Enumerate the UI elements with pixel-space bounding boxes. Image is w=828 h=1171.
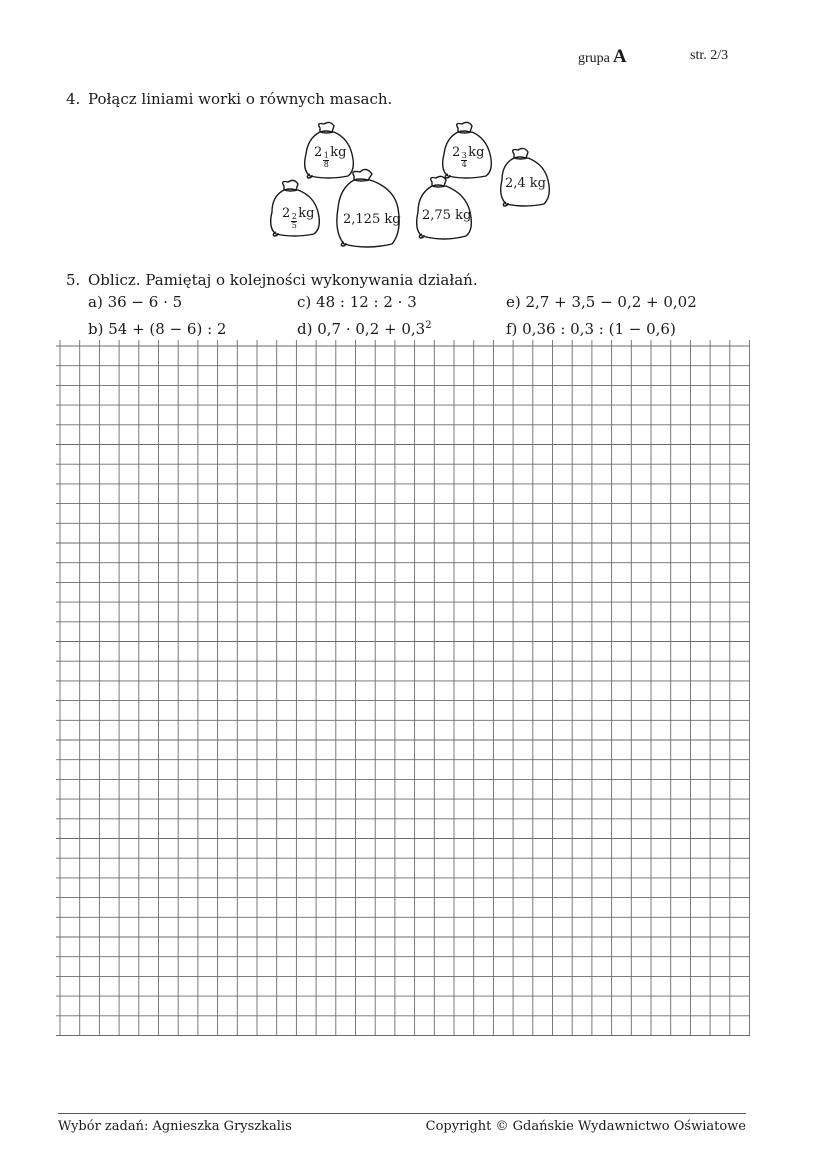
- group-indicator: [578, 46, 627, 68]
- page-number: str. 2/3: [690, 48, 729, 63]
- footer-copyright: Copyright © Gdańskie Wydawnictwo Oświatowe: [425, 1119, 746, 1134]
- group-letter: A: [612, 46, 627, 67]
- footer-author: Wybór zadań: Agnieszka Gryszkalis: [58, 1119, 292, 1134]
- bag-6-label: 2,75 kg: [422, 208, 472, 223]
- problem-a: a) 36 − 6 · 5: [88, 293, 183, 311]
- bag-4-label: 2 $\frac{2}{5}$ kg: [282, 206, 315, 230]
- bag-1-label: 2 $\frac{1}{8}$ kg: [314, 145, 347, 169]
- bag-5: [337, 169, 399, 247]
- task-4-number: 4.: [66, 90, 81, 108]
- problem-c: c) 48 : 12 : 2 · 3: [297, 293, 417, 311]
- bag-5-label: 2,125 kg: [343, 212, 401, 227]
- bag-3-label: 2,4 kg: [505, 176, 547, 191]
- problem-b: b) 54 + (8 − 6) : 2: [88, 320, 227, 338]
- problem-f: f) 0,36 : 0,3 : (1 − 0,6): [506, 320, 676, 338]
- task-4-text: Połącz liniami worki o równych masach.: [88, 90, 393, 108]
- task-5-text: Oblicz. Pamiętaj o kolejności wykonywania działań.: [88, 271, 478, 289]
- group-label: grupa: [578, 51, 610, 66]
- bag-2-label: 2 $\frac{3}{4}$ kg: [452, 145, 485, 169]
- task-5-heading: [66, 271, 478, 289]
- footer-divider: [58, 1113, 746, 1114]
- problem-d: d) $0,7 \cdot 0,2 + 0,3^2$: [297, 320, 432, 338]
- task-4-heading: [66, 90, 392, 108]
- squared-paper-grid: [56, 340, 750, 1036]
- problem-e: e) 2,7 + 3,5 − 0,2 + 0,02: [506, 293, 697, 311]
- task-5-number: 5.: [66, 271, 81, 289]
